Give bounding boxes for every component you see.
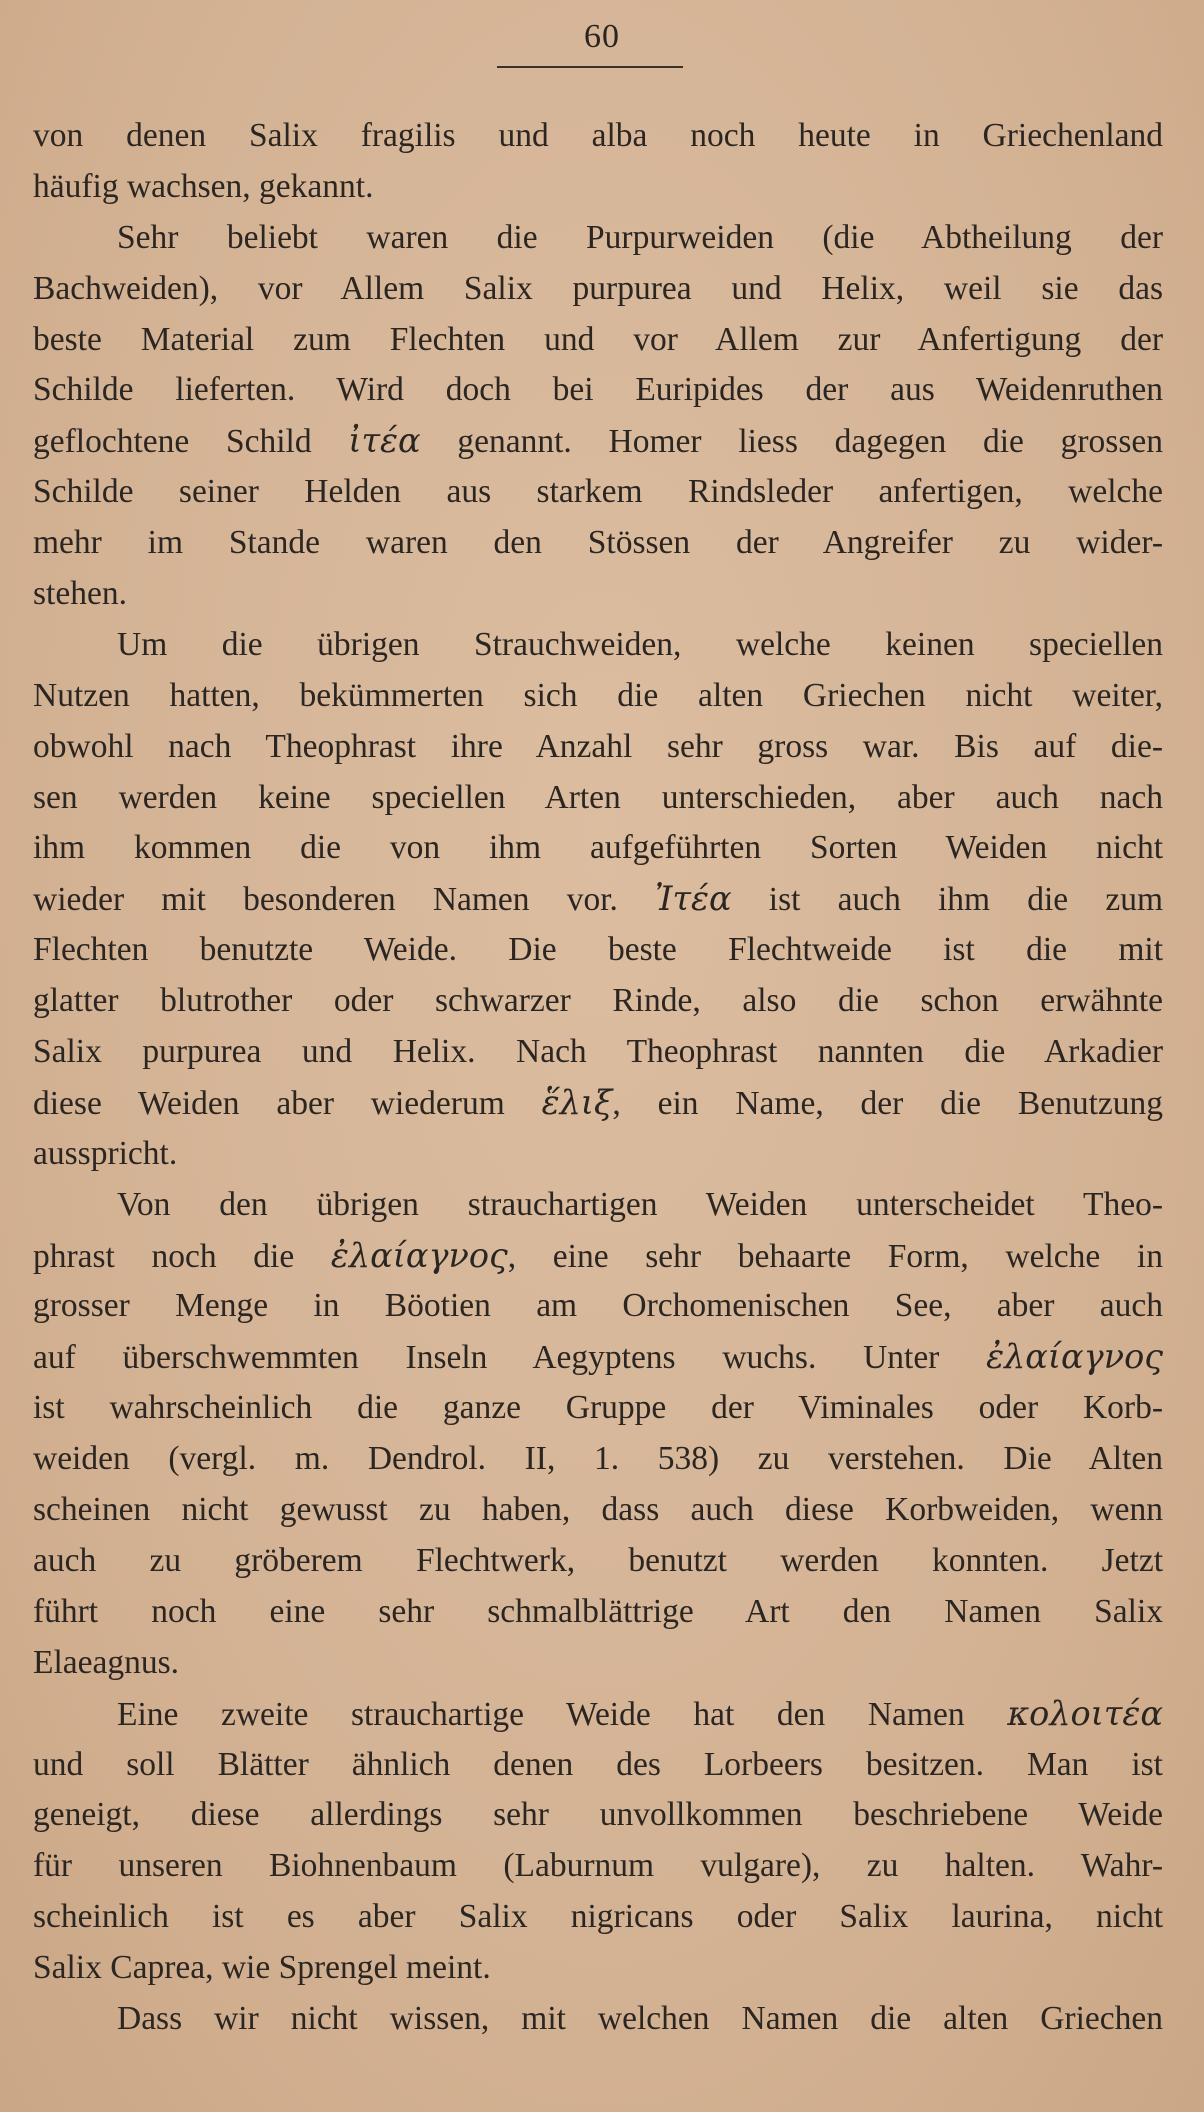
- text-line: auch zu gröberem Flechtwerk, benutzt werden konnten. Jetzt: [33, 1541, 1163, 1579]
- text-segment: Eine zweite strauchartige Weide hat den Namen: [117, 1695, 1008, 1733]
- text-line: Nutzen hatten, bekümmerten sich die alten Griechen nicht weiter,: [33, 676, 1163, 714]
- text-line: [33, 1332, 1163, 1383]
- text-line: führt noch eine sehr schmalblättrige Art den Namen Salix: [33, 1592, 1163, 1630]
- text-line: scheinlich ist es aber Salix nigricans oder Salix laurina, nicht: [33, 1898, 1163, 1936]
- header-rule: [497, 66, 683, 68]
- text-segment: diese Weiden aber wiederum: [33, 1084, 542, 1122]
- page-number: 60: [584, 18, 620, 55]
- text-line: glatter blutrother oder schwarzer Rinde, also die schon erwähnte: [33, 982, 1163, 1020]
- text-line: obwohl nach Theophrast ihre Anzahl sehr gross war. Bis auf die-: [33, 727, 1163, 765]
- body-text: [33, 111, 1163, 2045]
- text-segment: genannt. Homer liess dagegen die grossen: [420, 423, 1163, 461]
- greek-word: ἕλιξ: [541, 1082, 613, 1122]
- text-line: Schilde lieferten. Wird doch bei Euripides der aus Weidenruthen: [33, 371, 1163, 409]
- text-line: sen werden keine speciellen Arten unterschieden, aber auch nach: [33, 778, 1163, 816]
- greek-word: Ἰτέα: [655, 879, 732, 919]
- greek-word: ἐλαίαγνος: [330, 1235, 508, 1275]
- text-line: scheinen nicht gewusst zu haben, dass auch diese Korbweiden, wenn: [33, 1491, 1163, 1529]
- text-line: Bachweiden), vor Allem Salix purpurea und Helix, weil sie das: [33, 269, 1163, 307]
- greek-word: ἐλαίαγνος: [986, 1337, 1163, 1377]
- text-line: [33, 874, 1163, 925]
- text-line: Um die übrigen Strauchweiden, welche keinen speciellen: [117, 625, 1163, 663]
- text-line: für unseren Biohnenbaum (Laburnum vulgare), zu halten. Wahr-: [33, 1847, 1163, 1885]
- text-line: [33, 416, 1163, 467]
- text-line: und soll Blätter ähnlich denen des Lorbeers besitzen. Man ist: [33, 1745, 1163, 1783]
- text-line: ist wahrscheinlich die ganze Gruppe der Viminales oder Korb-: [33, 1389, 1163, 1427]
- text-line: Von den übrigen strauchartigen Weiden unterscheidet Theo-: [117, 1185, 1163, 1223]
- text-line: [33, 1078, 1163, 1129]
- text-line: Sehr beliebt waren die Purpurweiden (die Abtheilung der: [117, 218, 1163, 256]
- text-segment: , ein Name, der die Benutzung: [612, 1084, 1163, 1122]
- text-line: ausspricht.: [33, 1134, 178, 1172]
- text-line: stehen.: [33, 575, 127, 613]
- greek-word: ἰτέα: [348, 421, 421, 461]
- text-line: Dass wir nicht wissen, mit welchen Namen die alten Griechen: [117, 1999, 1163, 2037]
- text-segment: ist auch ihm die zum: [731, 881, 1163, 919]
- greek-word: κολοιτέα: [1007, 1693, 1163, 1733]
- text-line: beste Material zum Flechten und vor Allem zur Anfertigung der: [33, 320, 1163, 358]
- text-segment: auf überschwemmten Inseln Aegyptens wuchs. Unter: [33, 1339, 987, 1377]
- text-line: Salix purpurea und Helix. Nach Theophrast nannten die Arkadier: [33, 1033, 1163, 1071]
- text-line: geneigt, diese allerdings sehr unvollkommen beschriebene Weide: [33, 1796, 1163, 1834]
- text-segment: phrast noch die: [33, 1237, 331, 1275]
- text-line: mehr im Stande waren den Stössen der Angreifer zu wider-: [33, 524, 1163, 562]
- text-line: Schilde seiner Helden aus starkem Rindsleder anfertigen, welche: [33, 473, 1163, 511]
- text-segment: geflochtene Schild: [33, 423, 349, 461]
- text-line: grosser Menge in Böotien am Orchomenischen See, aber auch: [33, 1287, 1163, 1325]
- text-line: Salix Caprea, wie Sprengel meint.: [33, 1949, 491, 1987]
- text-line: Flechten benutzte Weide. Die beste Flechtweide ist die mit: [33, 931, 1163, 969]
- text-line: [33, 1231, 1163, 1282]
- text-segment: wieder mit besonderen Namen vor.: [33, 881, 656, 919]
- text-line: von denen Salix fragilis und alba noch heute in Griechenland: [33, 117, 1163, 154]
- text-line: weiden (vergl. m. Dendrol. II, 1. 538) zu verstehen. Die Alten: [33, 1440, 1163, 1478]
- text-line: häufig wachsen, gekannt.: [33, 167, 374, 205]
- text-segment: , eine sehr behaarte Form, welche in: [507, 1237, 1163, 1275]
- text-line: [33, 1689, 1163, 1740]
- text-line: ihm kommen die von ihm aufgeführten Sorten Weiden nicht: [33, 829, 1163, 867]
- text-line: Elaeagnus.: [33, 1643, 180, 1681]
